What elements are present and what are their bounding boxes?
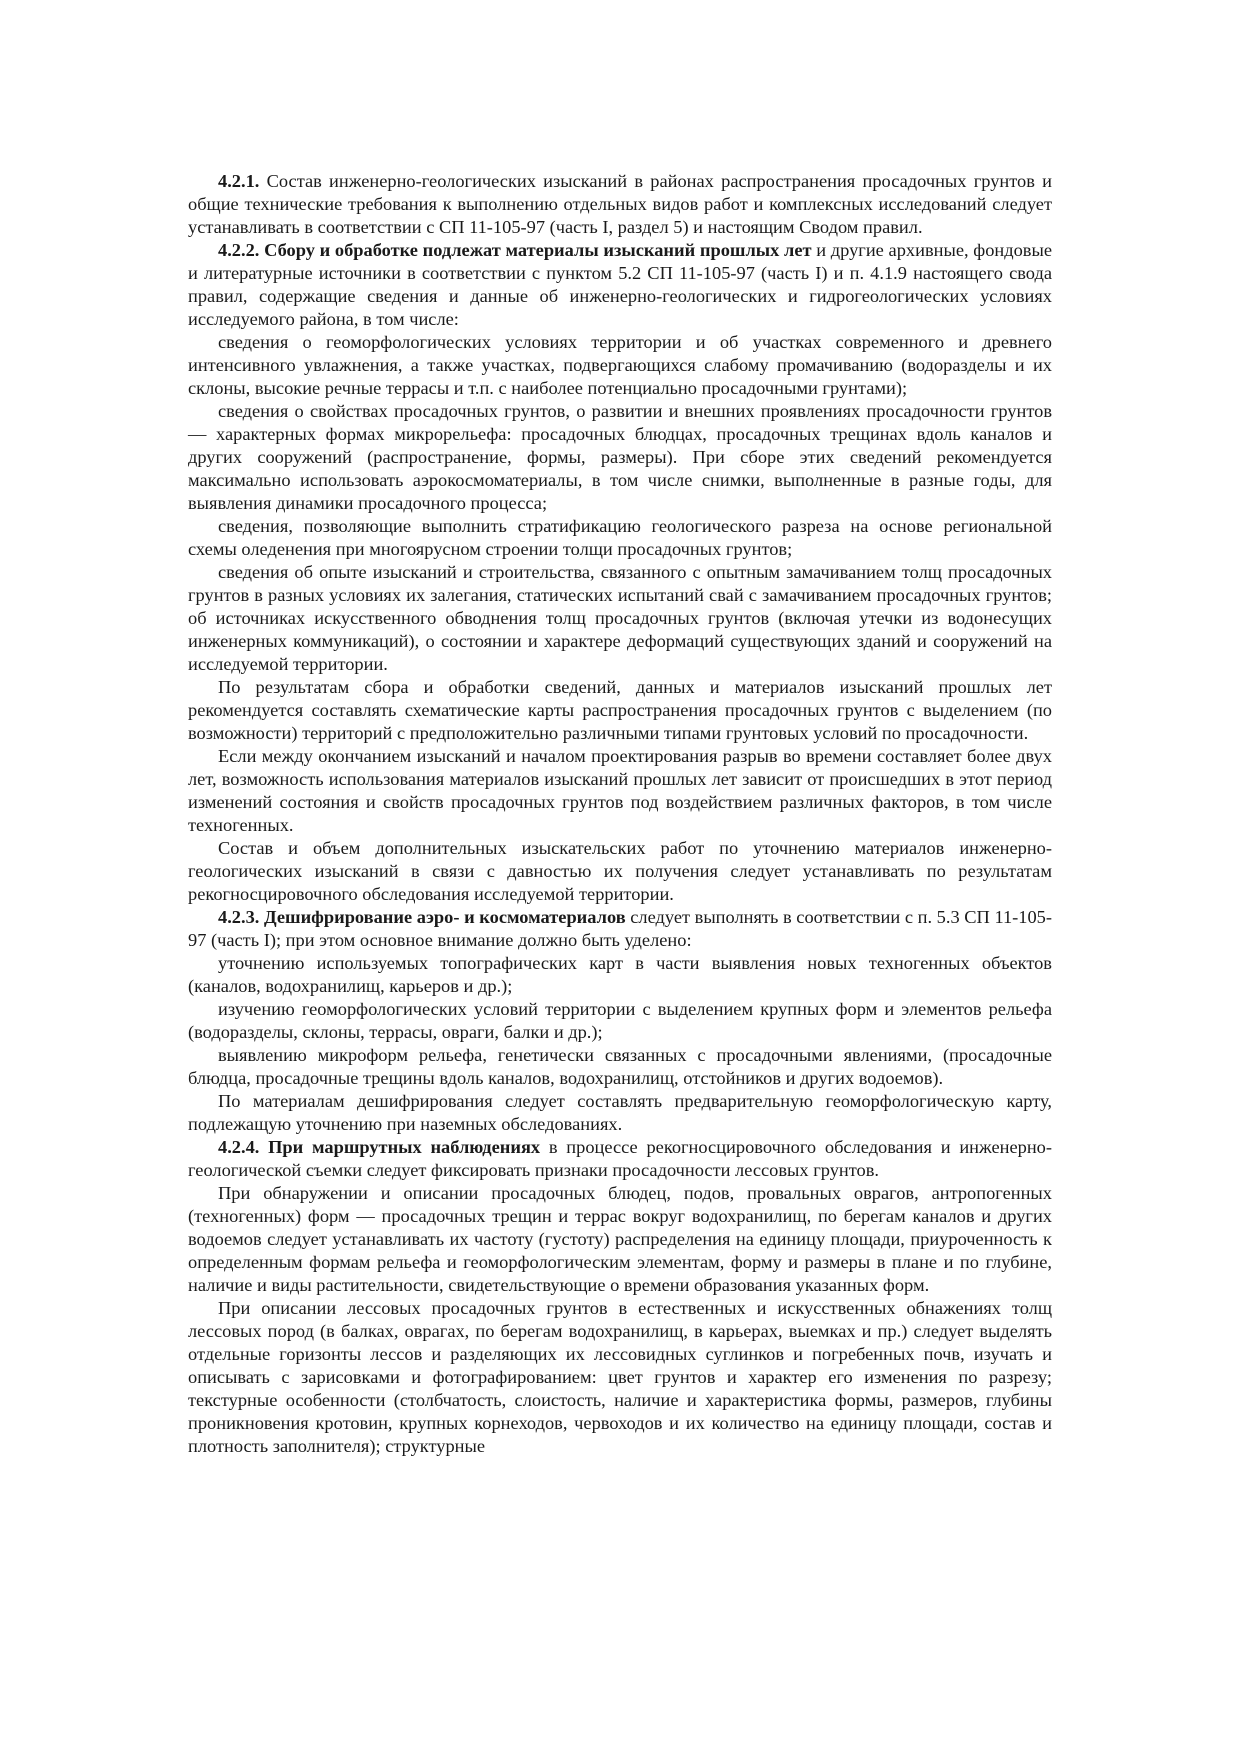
paragraph-heading: 4.2.1. — [218, 171, 260, 191]
paragraph-text: сведения об опыте изысканий и строительства, связанного с опытным замачиванием толщ просадочных грунтов в разных условиях их залегания, статических испытаний свай с замачиванием просадочных грунтов; об источниках искусственного обводнения толщ просадочных грунтов (включая утечки из водонесущих инженерных коммуникаций), о состоянии и характере деформаций существующих зданий и сооружений на исследуемой территории. — [188, 562, 1052, 674]
paragraph-p-list-6 — [188, 998, 1052, 1044]
paragraph-text: При описании лессовых просадочных грунтов в естественных и искусственных обнажениях толщ лессовых пород (в балках, оврагах, по берегам водохранилищ, в карьерах, выемках и пр.) следует выделять отдельные горизонты лессов и разделяющих их лессовидных суглинков и погребенных почв, изучать и описывать с зарисовками и фотографированием: цвет грунтов и характер его изменения по разрезу; текстурные особенности (столбчатость, слоистость, наличие и характеристика формы, размеров, глубины проникновения кротовин, крупных корнеходов, червоходов и их количество на единицу площади, состав и плотность заполнителя); структурные — [188, 1298, 1052, 1456]
paragraph-p-results — [188, 676, 1052, 745]
paragraph-text: По результатам сбора и обработки сведений, данных и материалов изысканий прошлых лет рекомендуется составлять схематические карты распространения просадочных грунтов с выделением (по возможности) территорий с предположительно различными типами грунтовых условий по просадочности. — [188, 677, 1052, 743]
paragraph-p-list-4 — [188, 561, 1052, 676]
paragraph-p-decipher — [188, 1090, 1052, 1136]
paragraph-p-scope — [188, 837, 1052, 906]
paragraph-heading: 4.2.2. Сбору и обработке подлежат материалы изысканий прошлых лет — [218, 240, 812, 260]
paragraph-text: По материалам дешифрирования следует составлять предварительную геоморфологическую карту, подлежащую уточнению при наземных обследованиях. — [188, 1091, 1052, 1134]
paragraph-text: Если между окончанием изысканий и началом проектирования разрыв во времени составляет более двух лет, возможность использования материалов изысканий прошлых лет зависит от происшедших в этот период изменений состояния и свойств просадочных грунтов под воздействием различных факторов, в том числе техногенных. — [188, 746, 1052, 835]
paragraph-text: выявлению микроформ рельефа, генетически связанных с просадочными явлениями, (просадочные блюдца, просадочные трещины вдоль каналов, водохранилищ, отстойников и других водоемов). — [188, 1045, 1052, 1088]
paragraph-p-4-2-2 — [188, 239, 1052, 331]
paragraph-p-detect — [188, 1182, 1052, 1297]
paragraph-text: в процессе рекогносцировочного обследования и инженерно-геологической съемки следует фиксировать признаки просадочности лессовых грунтов. — [188, 1137, 1052, 1180]
paragraph-p-list-7 — [188, 1044, 1052, 1090]
paragraph-p-list-1 — [188, 331, 1052, 400]
paragraph-p-list-5 — [188, 952, 1052, 998]
paragraph-p-list-2 — [188, 400, 1052, 515]
paragraph-p-gap — [188, 745, 1052, 837]
paragraph-p-list-3 — [188, 515, 1052, 561]
document-page — [188, 170, 1052, 1458]
paragraph-heading: 4.2.3. Дешифрирование аэро- и космоматериалов — [218, 907, 626, 927]
paragraph-text: следует выполнять в соответствии с п. 5.3 СП 11-105-97 (часть I); при этом основное внимание должно быть уделено: — [188, 907, 1052, 950]
paragraph-heading: 4.2.4. При маршрутных наблюдениях — [218, 1137, 541, 1157]
paragraph-p-4-2-3 — [188, 906, 1052, 952]
paragraph-p-describe — [188, 1297, 1052, 1458]
paragraph-text: сведения о геоморфологических условиях территории и об участках современного и древнего интенсивного увлажнения, а также участках, подвергающихся слабому промачиванию (водоразделы и их склоны, высокие речные террасы и т.п. с наиболее потенциально просадочными грунтами); — [188, 332, 1052, 398]
paragraph-text: сведения, позволяющие выполнить стратификацию геологического разреза на основе региональной схемы оледенения при многоярусном строении толщи просадочных грунтов; — [188, 516, 1052, 559]
paragraph-text: и другие архивные, фондовые и литературные источники в соответствии с пунктом 5.2 СП 11-105-97 (часть I) и п. 4.1.9 настоящего свода правил, содержащие сведения и данные об инженерно-геологических и гидрогеологических условиях исследуемого района, в том числе: — [188, 240, 1052, 329]
paragraph-text: Состав инженерно-геологических изысканий в районах распространения просадочных грунтов и общие технические требования к выполнению отдельных видов работ и комплексных исследований следует устанавливать в соответствии с СП 11-105-97 (часть I, раздел 5) и настоящим Сводом правил. — [188, 171, 1052, 237]
paragraph-text: изучению геоморфологических условий территории с выделением крупных форм и элементов рельефа (водоразделы, склоны, террасы, овраги, балки и др.); — [188, 999, 1052, 1042]
paragraph-text: сведения о свойствах просадочных грунтов, о развитии и внешних проявлениях просадочности грунтов — характерных формах микрорельефа: просадочных блюдцах, просадочных трещинах вдоль каналов и других сооружений (распространение, формы, размеры). При сборе этих сведений рекомендуется максимально использовать аэрокосмоматериалы, в том числе снимки, выполненные в разные годы, для выявления динамики просадочного процесса; — [188, 401, 1052, 513]
paragraph-text: Состав и объем дополнительных изыскательских работ по уточнению материалов инженерно-геологических изысканий в связи с давностью их получения следует устанавливать по результатам рекогносцировочного обследования исследуемой территории. — [188, 838, 1052, 904]
paragraph-p-4-2-1 — [188, 170, 1052, 239]
paragraph-text: уточнению используемых топографических карт в части выявления новых техногенных объектов (каналов, водохранилищ, карьеров и др.); — [188, 953, 1052, 996]
paragraph-text: При обнаружении и описании просадочных блюдец, подов, провальных оврагов, антропогенных (техногенных) форм — просадочных трещин и террас вокруг водохранилищ, по берегам каналов и других водоемов следует устанавливать их частоту (густоту) распределения на единицу площади, приуроченность к определенным формам рельефа и геоморфологическим элементам, форму и размеры в плане и по глубине, наличие и виды растительности, свидетельствующие о времени образования указанных форм. — [188, 1183, 1052, 1295]
paragraph-p-4-2-4 — [188, 1136, 1052, 1182]
